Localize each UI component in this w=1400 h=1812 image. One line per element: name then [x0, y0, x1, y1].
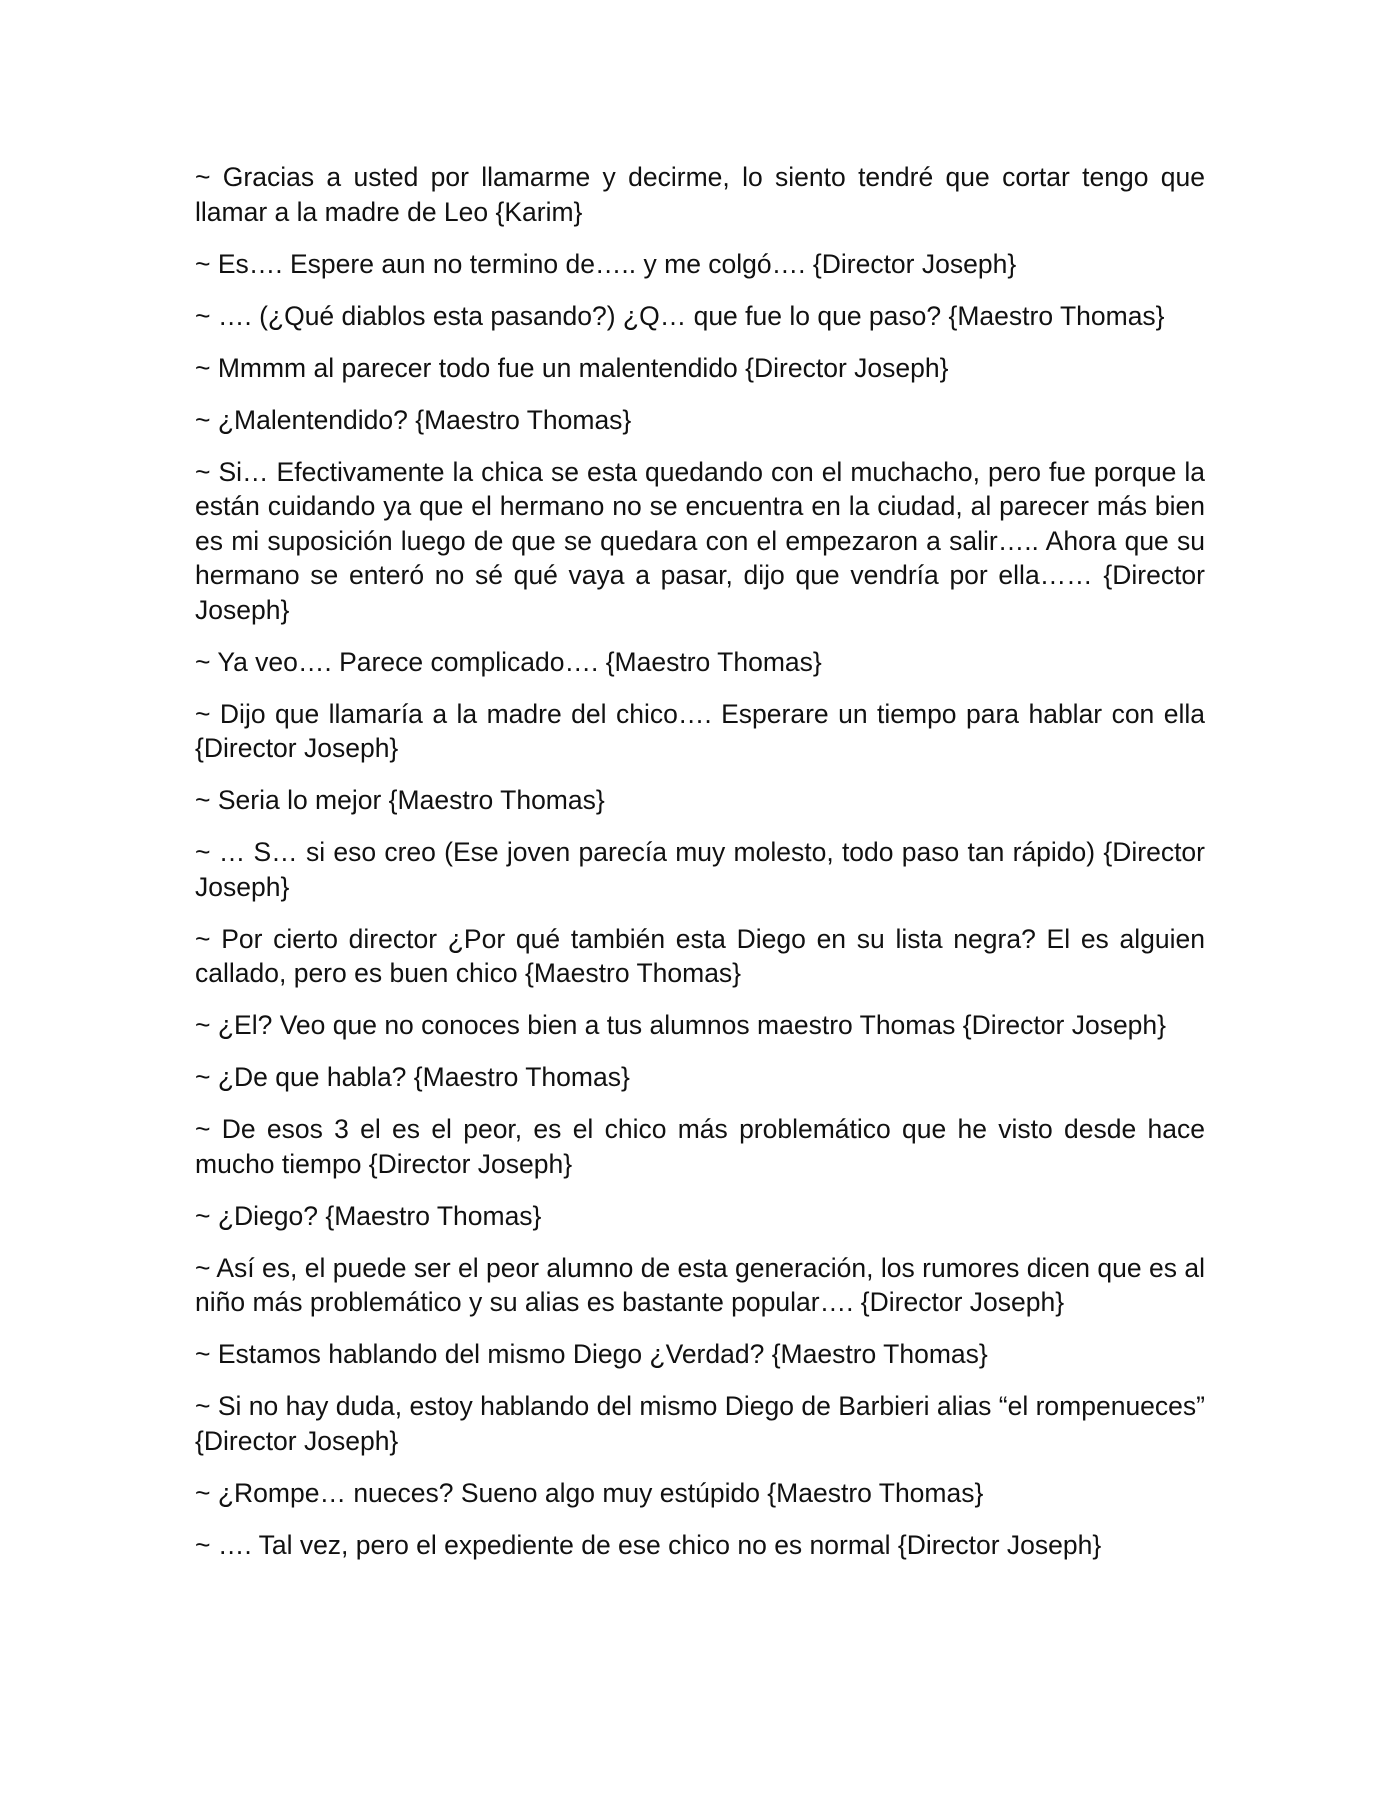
document-page — [195, 160, 1205, 1580]
dialogue-line: ~ Si no hay duda, estoy hablando del mismo Diego de Barbieri alias “el rompenueces” {Director Joseph} — [195, 1391, 1205, 1456]
dialogue-line: ~ Estamos hablando del mismo Diego ¿Verdad? {Maestro Thomas} — [195, 1339, 988, 1369]
dialogue-line: ~ Así es, el puede ser el peor alumno de esta generación, los rumores dicen que es al niño más problemático y su alias es bastante popular…. {Director Joseph} — [195, 1252, 1205, 1317]
dialogue-line: ~ Gracias a usted por llamarme y decirme, lo siento tendré que cortar tengo que llamar a la madre de Leo {Karim} — [195, 162, 1205, 227]
dialogue-line: ~ De esos 3 el es el peor, es el chico más problemático que he visto desde hace mucho tiempo {Director Joseph} — [195, 1114, 1205, 1179]
dialogue-line: ~ …. Tal vez, pero el expediente de ese chico no es normal {Director Joseph} — [195, 1529, 1102, 1560]
dialogue-line: ~ Si… Efectivamente la chica se esta quedando con el muchacho, pero fue porque la están cuidando ya que el hermano no se encuentra en la ciudad, al parecer más bien es mi suposición luego de que se quedara con el empezaron a salir….. Ahora que su hermano se enteró no sé qué vaya a pasar, dijo que vendría por ella…… {Director Joseph} — [195, 456, 1205, 625]
dialogue-line: ~ … S… si eso creo (Ese joven parecía muy molesto, todo paso tan rápido) {Director Joseph} — [195, 837, 1205, 902]
dialogue-line: ~ Es…. Espere aun no termino de….. y me colgó…. {Director Joseph} — [195, 248, 1017, 279]
dialogue-line: ~ ¿El? Veo que no conoces bien a tus alumnos maestro Thomas {Director Joseph} — [195, 1010, 1167, 1040]
dialogue-line: ~ ¿Malentendido? {Maestro Thomas} — [195, 404, 632, 435]
dialogue-line: ~ …. (¿Qué diablos esta pasando?) ¿Q… que fue lo que paso? {Maestro Thomas} — [195, 300, 1165, 331]
dialogue-line: ~ Ya veo…. Parece complicado…. {Maestro Thomas} — [195, 646, 822, 677]
dialogue-line: ~ Seria lo mejor {Maestro Thomas} — [195, 785, 605, 815]
dialogue-line: ~ ¿De que habla? {Maestro Thomas} — [195, 1062, 630, 1092]
dialogue-line: ~ Mmmm al parecer todo fue un malentendido {Director Joseph} — [195, 352, 949, 383]
dialogue-line: ~ ¿Rompe… nueces? Sueno algo muy estúpido {Maestro Thomas} — [195, 1477, 984, 1508]
dialogue-line: ~ ¿Diego? {Maestro Thomas} — [195, 1200, 542, 1231]
dialogue-line: ~ Dijo que llamaría a la madre del chico…. Esperare un tiempo para hablar con ella {Director Joseph} — [195, 698, 1205, 763]
dialogue-line: ~ Por cierto director ¿Por qué también esta Diego en su lista negra? El es alguien callado, pero es buen chico {Maestro Thomas} — [195, 923, 1205, 988]
